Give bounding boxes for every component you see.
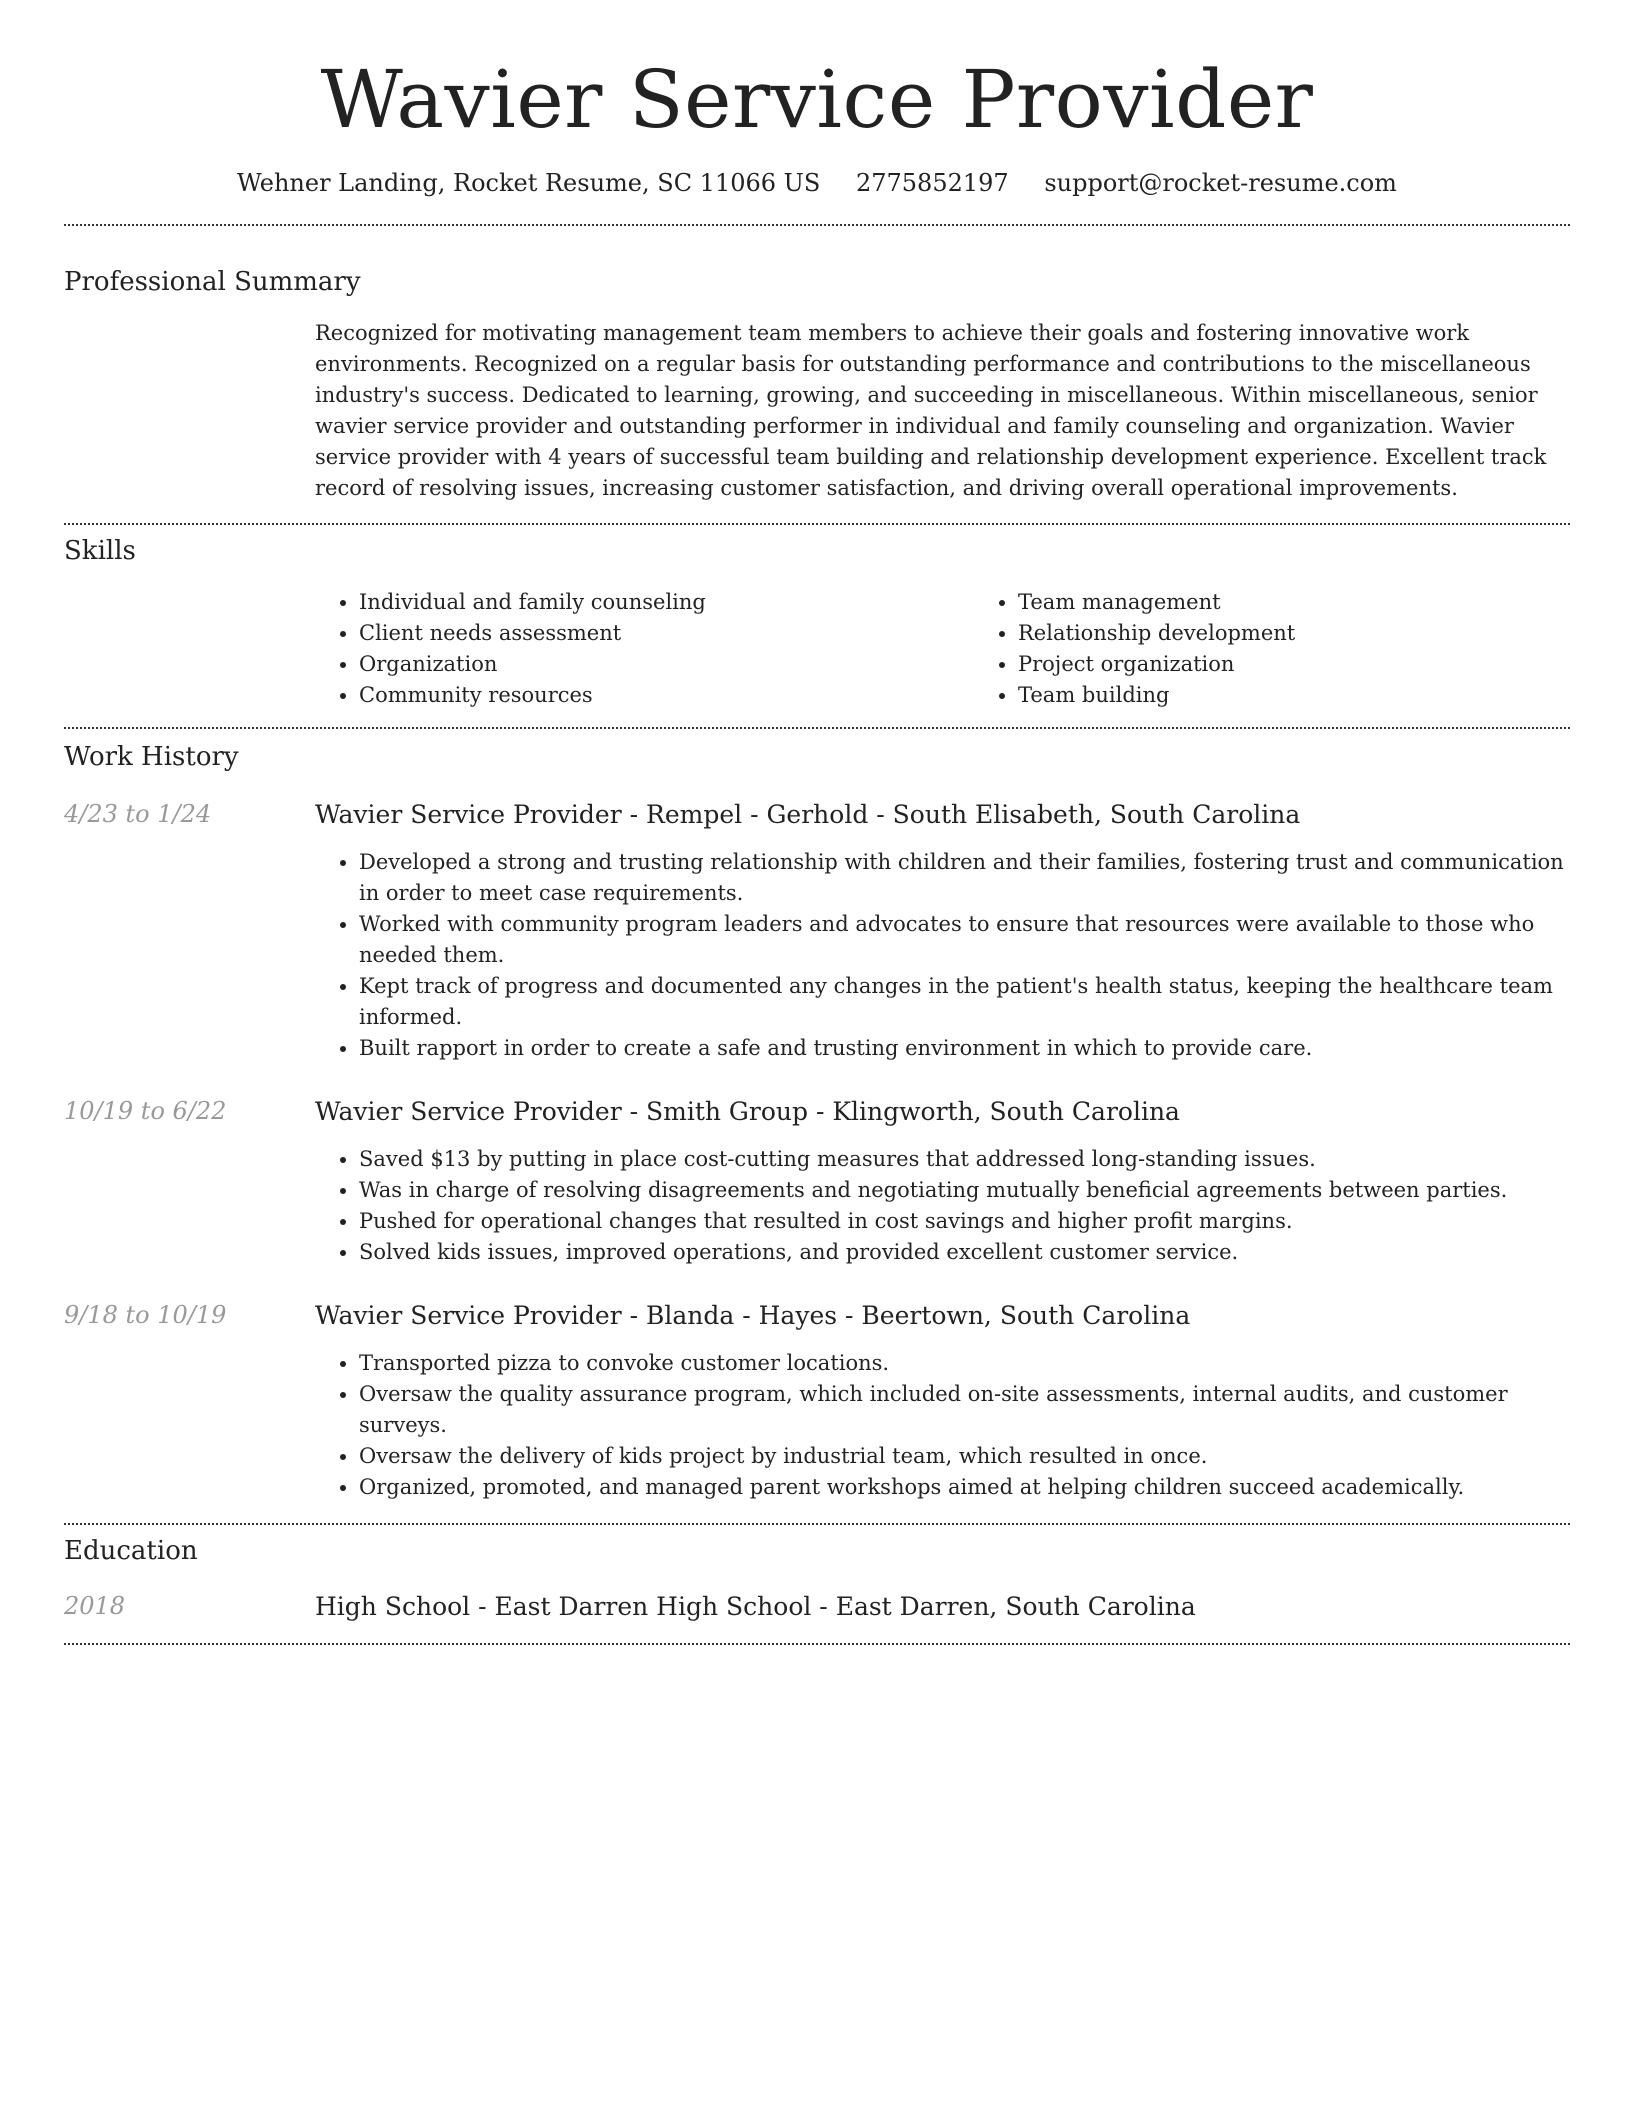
- divider: [64, 523, 1570, 525]
- job-bullet: • Kept track of progress and documented any changes in the patient's health status, keeping the healthcare team informed.: [359, 971, 1570, 1033]
- job-bullet: • Developed a strong and trusting relationship with children and their families, fostering trust and communication in order to meet case requirements.: [359, 847, 1570, 909]
- skill-item: • Relationship development: [1018, 618, 1632, 649]
- skill-item: • Team management: [1018, 587, 1632, 618]
- job-bullet: • Oversaw the delivery of kids project by industrial team, which resulted in once.: [359, 1441, 1570, 1472]
- summary-section: [64, 266, 1570, 504]
- job-bullet: • Transported pizza to convoke customer locations.: [359, 1348, 1570, 1379]
- candidate-name: Wavier Service Provider: [320, 53, 1314, 146]
- section-title-education: Education: [64, 1536, 198, 1566]
- skills-section: [64, 535, 1570, 711]
- education-entry: [64, 1591, 1570, 1623]
- job-bullet: • Built rapport in order to create a safe and trusting environment in which to provide care.: [359, 1033, 1570, 1064]
- job-bullet: • Was in charge of resolving disagreements and negotiating mutually beneficial agreements between parties.: [359, 1175, 1570, 1206]
- job-bullets: [315, 847, 1570, 1064]
- divider: [64, 1523, 1570, 1525]
- job-bullet: • Solved kids issues, improved operations, and provided excellent customer service.: [359, 1237, 1570, 1268]
- skill-item: • Client needs assessment: [359, 618, 974, 649]
- job-entry: [64, 799, 1570, 1064]
- resume-page: [64, 0, 1570, 1645]
- skills-list-right: [974, 587, 1632, 711]
- contact-phone: 2775852197: [855, 169, 1009, 197]
- job-title: Wavier Service Provider - Blanda - Hayes - Beertown, South Carolina: [315, 1301, 1191, 1330]
- skill-item: • Project organization: [1018, 649, 1632, 680]
- skill-item: • Individual and family counseling: [359, 587, 974, 618]
- section-title-skills: Skills: [64, 536, 136, 566]
- divider: [64, 1643, 1570, 1645]
- education-title: High School - East Darren High School - East Darren, South Carolina: [315, 1592, 1196, 1621]
- job-bullets: [315, 1144, 1570, 1268]
- contact-line: [64, 168, 1570, 198]
- job-title: Wavier Service Provider - Smith Group - Klingworth, South Carolina: [315, 1097, 1180, 1126]
- job-entry: [64, 1096, 1570, 1268]
- skill-item: • Organization: [359, 649, 974, 680]
- job-dates: 10/19 to 6/22: [64, 1097, 227, 1125]
- education-date: 2018: [64, 1592, 126, 1620]
- job-dates: 9/18 to 10/19: [64, 1301, 227, 1329]
- job-dates: 4/23 to 1/24: [64, 800, 212, 828]
- job-bullet: • Oversaw the quality assurance program, which included on-site assessments, internal audits, and customer surveys.: [359, 1379, 1570, 1441]
- summary-text: Recognized for motivating management team members to achieve their goals and fostering innovative work environments. Recognized on a regular basis for outstanding performance and contributions to the miscellaneous industry's success. Dedicated to learning, growing, and succeeding in miscellaneous. Within miscellaneous, senior wavier service provider and outstanding performer in individual and family counseling and organization. Wavier service provider with 4 years of successful team building and relationship development experience. Excellent track record of resolving issues, increasing customer satisfaction, and driving overall operational improvements.: [315, 321, 1547, 500]
- section-title-summary: Professional Summary: [64, 267, 361, 297]
- job-title: Wavier Service Provider - Rempel - Gerhold - South Elisabeth, South Carolina: [315, 800, 1301, 829]
- divider: [64, 224, 1570, 226]
- job-bullet: • Worked with community program leaders and advocates to ensure that resources were available to those who needed them.: [359, 909, 1570, 971]
- skills-list-left: [315, 587, 974, 711]
- skill-item: • Team building: [1018, 680, 1632, 711]
- job-bullet: • Organized, promoted, and managed parent workshops aimed at helping children succeed academically.: [359, 1472, 1570, 1503]
- contact-address: Wehner Landing, Rocket Resume, SC 11066 US: [237, 169, 821, 197]
- section-title-work-history: Work History: [64, 742, 239, 772]
- job-bullet: • Saved $13 by putting in place cost-cutting measures that addressed long-standing issues.: [359, 1144, 1570, 1175]
- contact-email: support@rocket-resume.com: [1044, 169, 1397, 197]
- job-bullets: [315, 1348, 1570, 1503]
- education-section: [64, 1535, 1570, 1623]
- divider: [64, 727, 1570, 729]
- skill-item: • Community resources: [359, 680, 974, 711]
- work-history-section: [64, 741, 1570, 1503]
- job-entry: [64, 1300, 1570, 1503]
- job-bullet: • Pushed for operational changes that resulted in cost savings and higher profit margins.: [359, 1206, 1570, 1237]
